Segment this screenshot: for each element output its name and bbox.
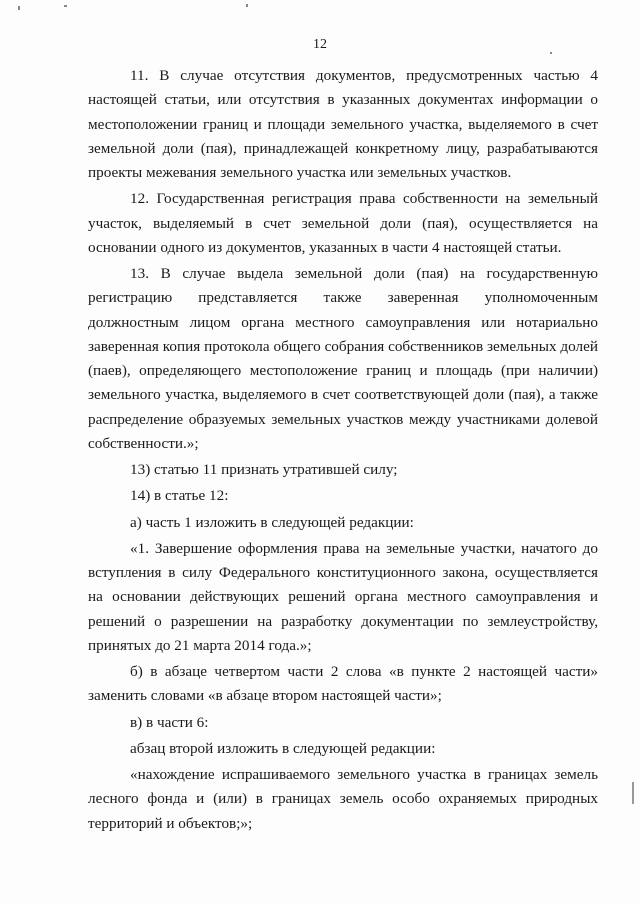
- scan-artifact-mark: [246, 4, 248, 7]
- paragraph-item-13: 13. В случае выдела земельной доли (пая) на государственную регистрацию представляется также заверенная уполномоченным должностным лицом органа местного самоуправления или нотариально заверенная копия протокола общего собрания собственников земельных долей (паев), определяющего местоположение границ и площадь (при наличии) земельного участка, выделяемого в счет соответствующей доли (пая), а также распределение образуемых земельных участков между участниками долевой собственности.»;: [88, 265, 598, 452]
- page-number: 12: [313, 37, 327, 52]
- paragraph-quoted-text: «нахождение испрашиваемого земельного участка в границах земель лесного фонда и (или) в границах земель особо охраняемых природных территорий и объектов;»;: [88, 766, 598, 832]
- scan-artifact-mark: [632, 782, 634, 804]
- scan-artifact-mark: [64, 5, 67, 7]
- paragraph-amendment-13: 13) статью 11 признать утратившей силу;: [130, 461, 398, 478]
- paragraph-subitem-b: б) в абзаце четвертом части 2 слова «в пункте 2 настоящей части» заменить словами «в абзаце втором настоящей части»;: [88, 663, 598, 705]
- paragraph-amendment-14: 14) в статье 12:: [130, 487, 229, 505]
- paragraph-item-12: 12. Государственная регистрация права собственности на земельный участок, выделяемый в счет земельной доли (пая), осуществляется на основании одного из документов, указанных в части 4 настоящей статьи.: [88, 190, 598, 256]
- paragraph-subitem-a: а) часть 1 изложить в следующей редакции:: [130, 513, 414, 531]
- paragraph-abzats-vtoroy: абзац второй изложить в следующей редакции:: [130, 739, 436, 757]
- document-body: [88, 64, 598, 836]
- paragraph-subitem-v: в) в части 6:: [130, 713, 209, 731]
- paragraph-item-11: 11. В случае отсутствия документов, предусмотренных частью 4 настоящей статьи, или отсутствия в указанных документах информации о местоположении границ и площади земельного участка, выделяемого в счет земельной доли (пая), принадлежащей конкретному лицу, разрабатываются проекты межевания земельного участка или земельных участков.: [88, 67, 598, 181]
- paragraph-quoted-part-1: «1. Завершение оформления права на земельные участки, начатого до вступления в силу Федерального конституционного закона, осуществляется на основании действующих решений органа местного самоуправления и решений о разрешении на разработку документации по землеустройству, принятых до 21 марта 2014 года.»;: [88, 539, 598, 654]
- scan-artifact-mark: [18, 6, 20, 10]
